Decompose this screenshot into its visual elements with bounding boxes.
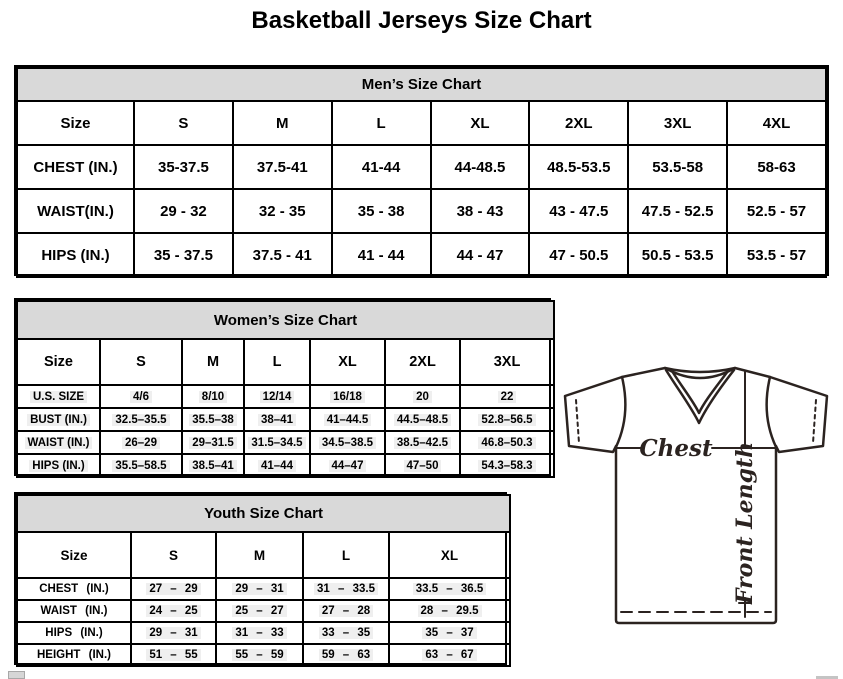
- womens-hips-cell: 44–47: [310, 454, 385, 477]
- front-length-label: Front Length: [732, 441, 758, 605]
- mens-col-header-3xl: 3XL: [628, 101, 727, 145]
- womens-bust-cell: 44.5–48.5: [385, 408, 460, 431]
- mens-chest-cell: 41-44: [332, 145, 431, 189]
- youth-waist-cell: 27 – 28: [303, 600, 389, 622]
- mens-waist-cell: 52.5 - 57: [727, 189, 826, 233]
- youth-row-label-hips: HIPS (IN.): [17, 622, 131, 644]
- mens-col-header-2xl: 2XL: [529, 101, 628, 145]
- womens-bust-cell: 41–44.5: [310, 408, 385, 431]
- womens-chart-title: Women’s Size Chart: [17, 301, 554, 339]
- womens-us-size-cell: 16/18: [310, 385, 385, 408]
- mens-size-chart-table: [14, 65, 829, 276]
- mens-hips-cell: 37.5 - 41: [233, 233, 332, 277]
- womens-hips-cell: 41–44: [244, 454, 310, 477]
- mens-waist-cell: 47.5 - 52.5: [628, 189, 727, 233]
- mens-row-label-chest: CHEST (IN.): [17, 145, 134, 189]
- mens-col-header-xl: XL: [431, 101, 530, 145]
- womens-waist-cell: 46.8–50.3: [460, 431, 554, 454]
- mens-hips-cell: 35 - 37.5: [134, 233, 233, 277]
- youth-col-header-s: S: [131, 532, 216, 578]
- mens-chart-title: Men’s Size Chart: [17, 68, 826, 101]
- youth-chest-cell: 31 – 33.5: [303, 578, 389, 600]
- womens-us-size-cell: 4/6: [100, 385, 182, 408]
- youth-height-cell: 55 – 59: [216, 644, 303, 666]
- mens-col-header-m: M: [233, 101, 332, 145]
- womens-row-label-hips: HIPS (IN.): [17, 454, 100, 477]
- youth-col-header-size: Size: [17, 532, 131, 578]
- youth-col-header-m: M: [216, 532, 303, 578]
- womens-col-header-xl: XL: [310, 339, 385, 385]
- womens-col-header-2xl: 2XL: [385, 339, 460, 385]
- youth-hips-cell: 31 – 33: [216, 622, 303, 644]
- page-title: Basketball Jerseys Size Chart: [251, 7, 592, 34]
- mens-chest-cell: 58-63: [727, 145, 826, 189]
- womens-col-header-s: S: [100, 339, 182, 385]
- womens-bust-cell: 38–41: [244, 408, 310, 431]
- page-bottom-left-fragment: [8, 671, 25, 679]
- mens-waist-cell: 35 - 38: [332, 189, 431, 233]
- mens-chest-cell: 48.5-53.5: [529, 145, 628, 189]
- womens-col-header-l: L: [244, 339, 310, 385]
- womens-bust-cell: 35.5–38: [182, 408, 244, 431]
- jersey-right-sleeve-seam-icon: [767, 377, 776, 447]
- youth-waist-cell: 28 – 29.5: [389, 600, 510, 622]
- womens-col-header-3xl: 3XL: [460, 339, 554, 385]
- youth-height-cell: 59 – 63: [303, 644, 389, 666]
- youth-hips-cell: 35 – 37: [389, 622, 510, 644]
- youth-row-label-waist: WAIST (IN.): [17, 600, 131, 622]
- mens-hips-cell: 53.5 - 57: [727, 233, 826, 277]
- womens-us-size-cell: 22: [460, 385, 554, 408]
- youth-chart-title: Youth Size Chart: [17, 495, 510, 532]
- mens-chest-cell: 44-48.5: [431, 145, 530, 189]
- jersey-left-sleeve-seam-icon: [616, 377, 625, 447]
- womens-hips-cell: 47–50: [385, 454, 460, 477]
- jersey-collar-top-icon: [665, 368, 735, 372]
- youth-row-label-height: HEIGHT (IN.): [17, 644, 131, 666]
- womens-us-size-cell: 20: [385, 385, 460, 408]
- womens-waist-cell: 38.5–42.5: [385, 431, 460, 454]
- mens-row-label-waist: WAIST(IN.): [17, 189, 134, 233]
- mens-row-label-hips: HIPS (IN.): [17, 233, 134, 277]
- mens-col-header-s: S: [134, 101, 233, 145]
- youth-hips-cell: 29 – 31: [131, 622, 216, 644]
- youth-size-chart-table: [14, 492, 507, 665]
- youth-hips-cell: 33 – 35: [303, 622, 389, 644]
- mens-col-header-4xl: 4XL: [727, 101, 826, 145]
- womens-waist-cell: 26–29: [100, 431, 182, 454]
- womens-size-chart-table: [14, 298, 551, 476]
- mens-hips-cell: 41 - 44: [332, 233, 431, 277]
- left-cuff-dashed-line: [576, 400, 579, 443]
- youth-row-label-chest: CHEST (IN.): [17, 578, 131, 600]
- womens-waist-cell: 31.5–34.5: [244, 431, 310, 454]
- mens-waist-cell: 43 - 47.5: [529, 189, 628, 233]
- jersey-measurement-diagram: [555, 360, 843, 650]
- youth-waist-cell: 24 – 25: [131, 600, 216, 622]
- womens-col-header-size: Size: [17, 339, 100, 385]
- womens-row-label-us-size: U.S. SIZE: [17, 385, 100, 408]
- womens-hips-cell: 35.5–58.5: [100, 454, 182, 477]
- youth-chest-cell: 27 – 29: [131, 578, 216, 600]
- womens-us-size-cell: 12/14: [244, 385, 310, 408]
- womens-hips-cell: 38.5–41: [182, 454, 244, 477]
- mens-chest-cell: 37.5-41: [233, 145, 332, 189]
- mens-col-header-l: L: [332, 101, 431, 145]
- womens-row-label-bust: BUST (IN.): [17, 408, 100, 431]
- right-cuff-dashed-line: [813, 400, 816, 443]
- womens-waist-cell: 34.5–38.5: [310, 431, 385, 454]
- mens-hips-cell: 50.5 - 53.5: [628, 233, 727, 277]
- youth-col-header-xl: XL: [389, 532, 510, 578]
- womens-bust-cell: 32.5–35.5: [100, 408, 182, 431]
- mens-hips-cell: 44 - 47: [431, 233, 530, 277]
- youth-height-cell: 51 – 55: [131, 644, 216, 666]
- womens-col-header-m: M: [182, 339, 244, 385]
- womens-waist-cell: 29–31.5: [182, 431, 244, 454]
- mens-hips-cell: 47 - 50.5: [529, 233, 628, 277]
- mens-waist-cell: 32 - 35: [233, 189, 332, 233]
- youth-chest-cell: 33.5 – 36.5: [389, 578, 510, 600]
- mens-chest-cell: 35-37.5: [134, 145, 233, 189]
- mens-waist-cell: 38 - 43: [431, 189, 530, 233]
- youth-waist-cell: 25 – 27: [216, 600, 303, 622]
- youth-height-cell: 63 – 67: [389, 644, 510, 666]
- mens-chest-cell: 53.5-58: [628, 145, 727, 189]
- youth-chest-cell: 29 – 31: [216, 578, 303, 600]
- womens-hips-cell: 54.3–58.3: [460, 454, 554, 477]
- womens-us-size-cell: 8/10: [182, 385, 244, 408]
- chest-label: Chest: [639, 435, 713, 462]
- womens-bust-cell: 52.8–56.5: [460, 408, 554, 431]
- mens-waist-cell: 29 - 32: [134, 189, 233, 233]
- mens-col-header-size: Size: [17, 101, 134, 145]
- womens-row-label-waist: WAIST (IN.): [17, 431, 100, 454]
- youth-col-header-l: L: [303, 532, 389, 578]
